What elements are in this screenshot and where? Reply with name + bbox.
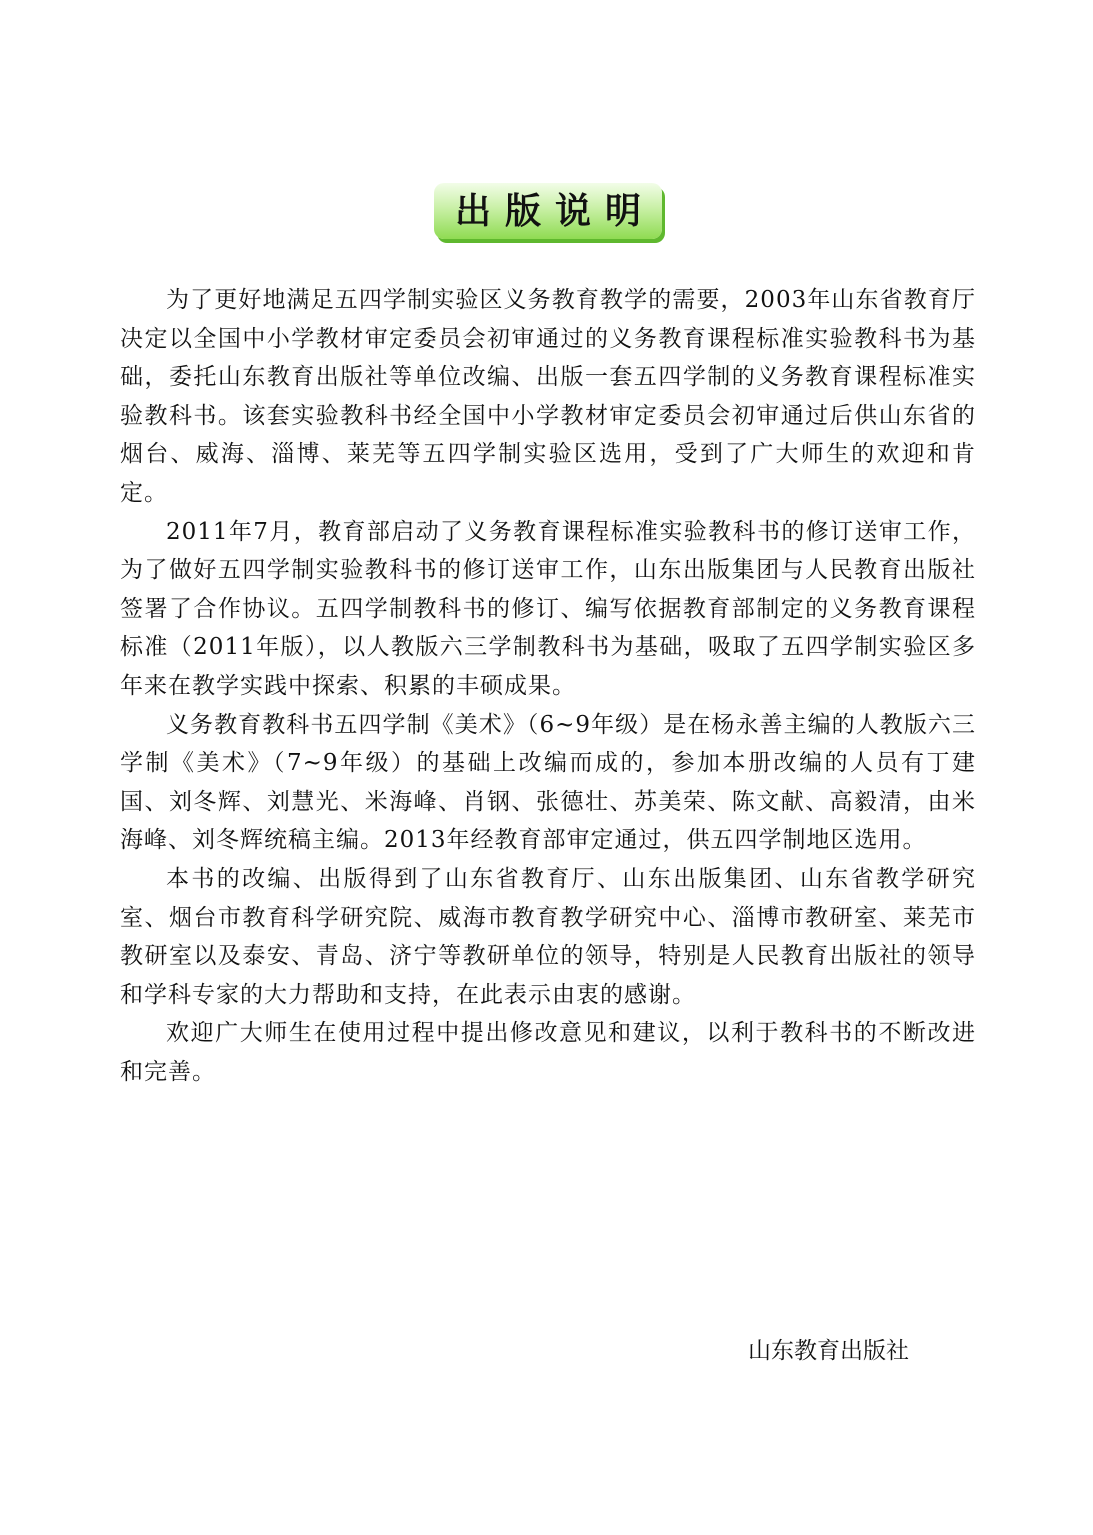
title-badge [434, 183, 662, 239]
paragraph-editors: 义务教育教科书五四学制《美术》（6~9年级）是在杨永善主编的人教版六三学制《美术》（7~9年级）的基础上改编而成的，参加本册改编的人员有丁建国、刘冬辉、刘慧光、米海峰、肖钢、张德壮、苏美荣、陈文献、高毅清，由米海峰、刘冬辉统稿主编。2013年经教育部审定通过，供五四学制地区选用。 [120, 711, 976, 854]
paragraph-intro: 为了更好地满足五四学制实验区义务教育教学的需要，2003年山东省教育厅决定以全国中小学教材审定委员会初审通过的义务教育课程标准实验教科书为基础，委托山东教育出版社等单位改编、出版一套五四学制的义务教育课程标准实验教科书。该套实验教科书经全国中小学教材审定委员会初审通过后供山东省的烟台、威海、淄博、莱芜等五四学制实验区选用，受到了广大师生的欢迎和肯定。 [120, 287, 976, 506]
paragraph-acknowledgements: 本书的改编、出版得到了山东省教育厅、山东出版集团、山东省教学研究室、烟台市教育科学研究院、威海市教育教学研究中心、淄博市教研室、莱芜市教研室以及泰安、青岛、济宁等教研单位的领导，特别是人民教育出版社的领导和学科专家的大力帮助和支持，在此表示由衷的感谢。 [120, 865, 976, 1008]
page-title: 出版说明 [454, 190, 655, 232]
body-text [120, 281, 976, 1091]
paragraph-feedback: 欢迎广大师生在使用过程中提出修改意见和建议，以利于教科书的不断改进和完善。 [120, 1020, 976, 1085]
paragraph-revision: 2011年7月，教育部启动了义务教育课程标准实验教科书的修订送审工作，为了做好五四学制实验教科书的修订送审工作，山东出版集团与人民教育出版社签署了合作协议。五四学制教科书的修订、编写依据教育部制定的义务教育课程标准（2011年版），以人教版六三学制教科书为基础，吸取了五四学制实验区多年来在教学实践中探索、积累的丰硕成果。 [120, 518, 976, 699]
publisher-signature: 山东教育出版社 [748, 1338, 909, 1364]
